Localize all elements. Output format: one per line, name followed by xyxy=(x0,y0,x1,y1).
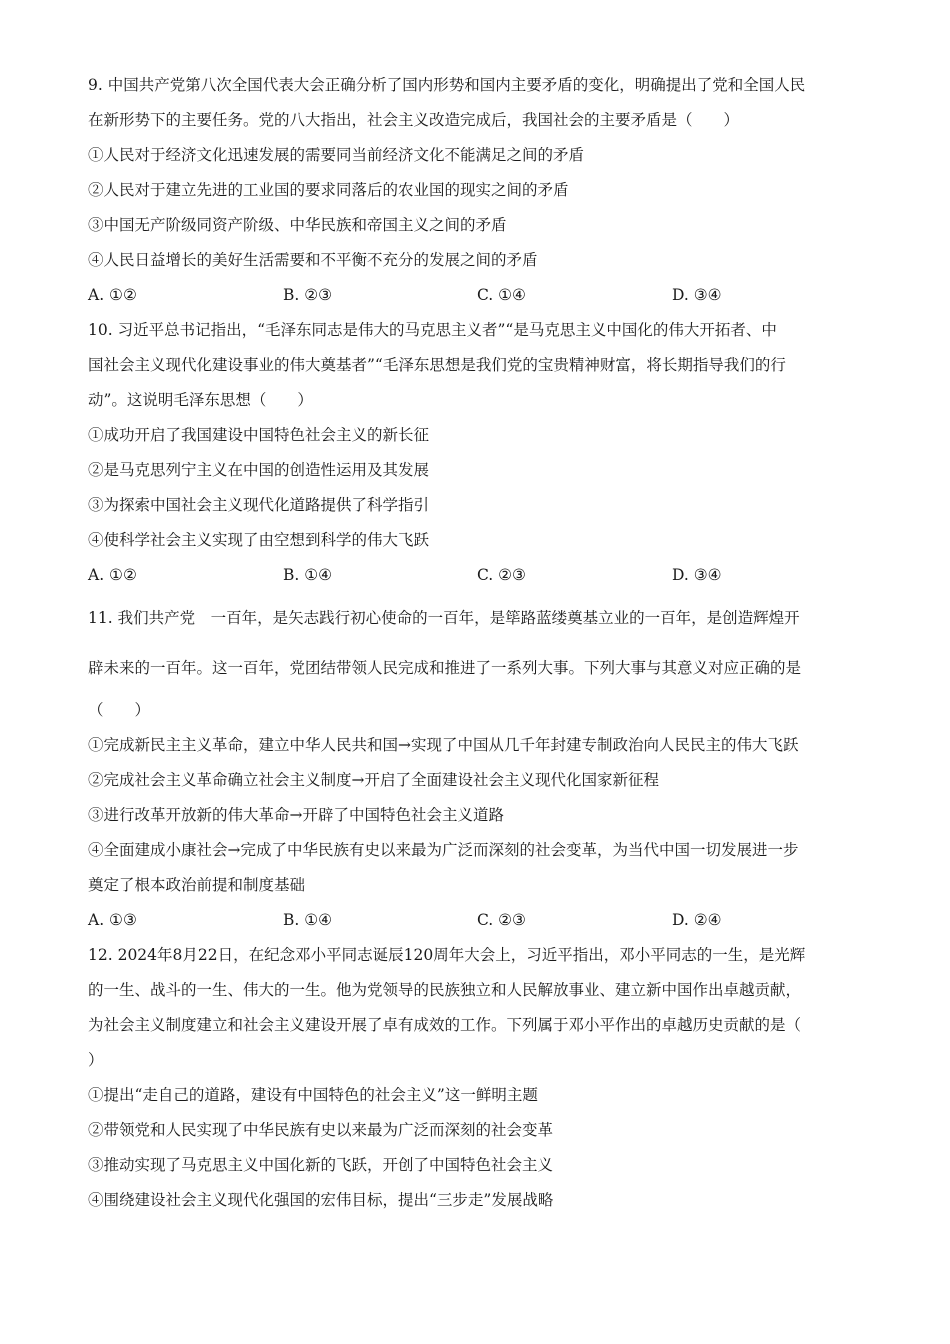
question-10-item: ④使科学社会主义实现了由空想到科学的伟大飞跃 xyxy=(88,531,430,549)
question-11-item: ①完成新民主主义革命，建立中华人民共和国→实现了中国从几千年封建专制政治向人民民主的伟大飞跃 xyxy=(88,736,799,754)
question-9-item: ①人民对于经济文化迅速发展的需要同当前经济文化不能满足之间的矛盾 xyxy=(88,146,585,164)
question-10-stem-line: 动”。这说明毛泽东思想（ ） xyxy=(88,391,313,409)
question-10 xyxy=(88,313,868,593)
question-12-item: ③推动实现了马克思主义中国化新的飞跃，开创了中国特色社会主义 xyxy=(88,1156,554,1174)
question-12-item: ④围绕建设社会主义现代化强国的宏伟目标，提出“三步走”发展战略 xyxy=(88,1191,554,1209)
question-9-item: ②人民对于建立先进的工业国的要求同落后的农业国的现实之间的矛盾 xyxy=(88,181,569,199)
option-a[interactable]: A. ①③ xyxy=(88,911,137,929)
option-c[interactable]: C. ②③ xyxy=(477,566,526,584)
question-11-item: ④全面建成小康社会→完成了中华民族有史以来最为广泛而深刻的社会变革，为当代中国一切发展进一步 xyxy=(88,841,799,859)
question-10-item: ①成功开启了我国建设中国特色社会主义的新长征 xyxy=(88,426,430,444)
question-10-stem-line: 10. 习近平总书记指出，“毛泽东同志是伟大的马克思主义者”“是马克思主义中国化的伟大开拓者、中 xyxy=(88,321,777,339)
question-11-item: ③进行改革开放新的伟大革命→开辟了中国特色社会主义道路 xyxy=(88,806,504,824)
question-11-item: ②完成社会主义革命确立社会主义制度→开启了全面建设社会主义现代化国家新征程 xyxy=(88,771,659,789)
option-c[interactable]: C. ①④ xyxy=(477,286,526,304)
question-12-stem-line: 为社会主义制度建立和社会主义建设开展了卓有成效的工作。下列属于邓小平作出的卓越历史贡献的是（ xyxy=(88,1016,802,1034)
question-11-stem-line: 11. 我们共产党 一百年，是矢志践行初心使命的一百年，是筚路蓝缕奠基立业的一百年，是创造辉煌开 xyxy=(88,609,800,627)
question-10-item: ②是马克思列宁主义在中国的创造性运用及其发展 xyxy=(88,461,430,479)
option-c[interactable]: C. ②③ xyxy=(477,911,526,929)
question-11 xyxy=(88,593,868,938)
option-d[interactable]: D. ②④ xyxy=(672,911,722,929)
question-12 xyxy=(88,938,868,1218)
question-10-item: ③为探索中国社会主义现代化道路提供了科学指引 xyxy=(88,496,430,514)
option-b[interactable]: B. ①④ xyxy=(283,566,333,584)
option-b[interactable]: B. ②③ xyxy=(283,286,333,304)
question-12-stem-line: ） xyxy=(88,1051,104,1069)
question-9-item: ④人民日益增长的美好生活需要和不平衡不充分的发展之间的矛盾 xyxy=(88,251,538,269)
question-9-options xyxy=(88,278,868,313)
option-b[interactable]: B. ①④ xyxy=(283,911,333,929)
question-12-item: ②带领党和人民实现了中华民族有史以来最为广泛而深刻的社会变革 xyxy=(88,1121,554,1139)
exam-page xyxy=(88,68,868,1218)
option-a[interactable]: A. ①② xyxy=(88,286,137,304)
question-10-stem-line: 国社会主义现代化建设事业的伟大奠基者”“毛泽东思想是我们党的宝贵精神财富，将长期指导我们的行 xyxy=(88,356,786,374)
question-11-stem-line: 辟未来的一百年。这一百年，党团结带领人民完成和推进了一系列大事。下列大事与其意义对应正确的是 xyxy=(88,659,802,677)
question-10-options xyxy=(88,558,868,593)
question-12-stem-line: 12. 2024年8月22日，在纪念邓小平同志诞辰120周年大会上，习近平指出，邓小平同志的一生，是光辉 xyxy=(88,946,806,964)
question-11-item: 奠定了根本政治前提和制度基础 xyxy=(88,876,306,894)
option-d[interactable]: D. ③④ xyxy=(672,286,722,304)
question-12-item: ①提出“走自己的道路，建设有中国特色的社会主义”这一鲜明主题 xyxy=(88,1086,538,1104)
question-9-item: ③中国无产阶级同资产阶级、中华民族和帝国主义之间的矛盾 xyxy=(88,216,507,234)
option-a[interactable]: A. ①② xyxy=(88,566,137,584)
question-9-stem-line: 9. 中国共产党第八次全国代表大会正确分析了国内形势和国内主要矛盾的变化，明确提出了党和全国人民 xyxy=(88,76,806,94)
option-d[interactable]: D. ③④ xyxy=(672,566,722,584)
question-9-stem-line: 在新形势下的主要任务。党的八大指出，社会主义改造完成后，我国社会的主要矛盾是（ ） xyxy=(88,111,740,129)
question-9 xyxy=(88,68,868,313)
question-11-stem-line: （ ） xyxy=(88,701,151,719)
question-11-options xyxy=(88,903,868,938)
question-12-stem-line: 的一生、战斗的一生、伟大的一生。他为党领导的民族独立和人民解放事业、建立新中国作出卓越贡献， xyxy=(88,981,802,999)
